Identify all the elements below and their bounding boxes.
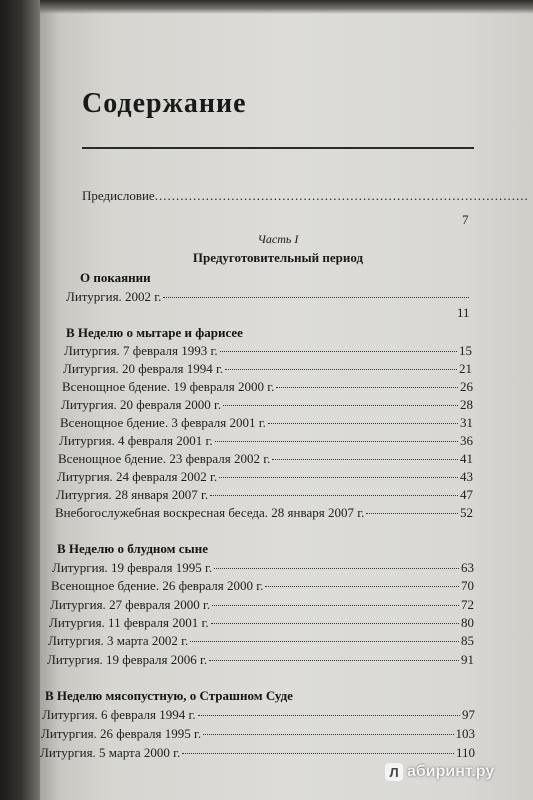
entry-text: Литургия. 2002 г.	[66, 289, 162, 304]
entry-text: Литургия. 20 февраля 1994 г.	[63, 361, 224, 376]
page-title: Содержание	[82, 88, 247, 119]
leader-dots	[209, 660, 459, 661]
section-heading: В Неделю о мытаре и фарисее	[66, 325, 243, 340]
toc-entry	[48, 633, 474, 649]
section-heading: О покаянии	[80, 270, 151, 285]
leader-dots	[223, 405, 458, 406]
toc-entry	[58, 451, 473, 467]
entry-page: 110	[455, 745, 475, 760]
leader-dots	[225, 369, 457, 370]
entry-page: 36	[460, 433, 473, 448]
leader-dots	[276, 387, 458, 388]
toc-entry	[47, 652, 474, 668]
entry-page: 97	[462, 707, 475, 722]
entry-page: 26	[460, 379, 473, 394]
entry-text: Литургия. 20 февраля 2000 г.	[61, 397, 222, 412]
entry-page: 43	[460, 469, 473, 484]
preface-page: 7	[462, 212, 469, 227]
entry-page: 11	[457, 305, 470, 320]
labirint-logo-icon: Л	[385, 763, 403, 781]
toc-entry	[56, 487, 473, 503]
leader-dots	[272, 459, 458, 460]
entry-text: Литургия. 24 февраля 2002 г.	[57, 469, 218, 484]
toc-entry	[63, 361, 472, 377]
entry-text: Всенощное бдение. 26 февраля 2000 г.	[51, 578, 264, 593]
toc-entry	[50, 597, 474, 613]
entry-text: Литургия. 3 марта 2002 г.	[48, 633, 189, 648]
toc-entry	[40, 745, 475, 761]
entry-text: Литургия. 6 февраля 1994 г.	[42, 707, 196, 722]
leader-dots	[366, 513, 458, 514]
leader-dots	[198, 715, 460, 716]
preface-label: Предисловие	[82, 188, 155, 203]
leader-dots	[163, 297, 469, 298]
entry-page: 70	[461, 578, 474, 593]
entry-page: 41	[460, 451, 473, 466]
leader-dots	[265, 586, 459, 587]
title-rule	[82, 147, 474, 149]
entry-text: Внебогослужебная воскресная беседа. 28 января 2007 г.	[55, 505, 365, 520]
entry-text: Литургия. 26 февраля 1995 г.	[41, 726, 202, 741]
toc-entry	[49, 615, 474, 631]
toc-entry	[51, 578, 474, 594]
section-heading: В Неделю мясопустную, о Страшном Суде	[45, 688, 293, 703]
leader-dots	[203, 734, 453, 735]
leader-dots	[211, 623, 459, 624]
leader-dots	[182, 753, 454, 754]
preface-row: Предисловие........................................................................................	[82, 188, 529, 203]
entry-page: 72	[461, 597, 474, 612]
entry-page: 63	[461, 560, 474, 575]
watermark-text: абиринт.ру	[407, 763, 495, 780]
entry-text: Литургия. 27 февраля 2000 г.	[50, 597, 211, 612]
entry-text: Литургия. 11 февраля 2001 г.	[49, 615, 209, 630]
entry-text: Литургия. 4 февраля 2001 г.	[59, 433, 213, 448]
part-name: Предуготовительный период	[192, 250, 364, 265]
page-top-shadow	[40, 0, 533, 14]
toc-entry	[59, 433, 473, 449]
toc-entry	[61, 397, 473, 413]
entry-page: 47	[460, 487, 473, 502]
part-label: Часть I	[257, 232, 299, 246]
entry-text: Литургия. 7 февраля 1993 г.	[64, 343, 218, 358]
entry-text: Литургия. 5 марта 2000 г.	[40, 745, 181, 760]
entry-text: Всенощное бдение. 23 февраля 2002 г.	[58, 451, 271, 466]
toc-entry	[41, 726, 475, 742]
entry-page: 31	[460, 415, 473, 430]
toc-entry	[42, 707, 475, 723]
entry-text: Литургия. 19 февраля 2006 г.	[47, 652, 208, 667]
leader-dots	[215, 441, 458, 442]
entry-text: Литургия. 19 февраля 1995 г.	[52, 560, 213, 575]
entry-page: 85	[461, 633, 474, 648]
leader-dots	[190, 641, 459, 642]
entry-page: 80	[461, 615, 474, 630]
entry-page: 15	[459, 343, 472, 358]
toc-entry	[60, 415, 473, 431]
leader-dots	[219, 477, 458, 478]
toc-entry	[66, 289, 471, 305]
section-heading: В Неделю о блудном сыне	[57, 541, 208, 556]
toc-entry	[52, 560, 474, 576]
toc-entry	[55, 505, 473, 521]
leader-dots	[210, 495, 458, 496]
leader-dots	[214, 568, 459, 569]
leader-dots	[268, 423, 458, 424]
entry-page: 28	[460, 397, 473, 412]
entry-page: 103	[455, 726, 475, 741]
leader-dots	[220, 351, 457, 352]
entry-page: 91	[461, 652, 474, 667]
leader-dots	[212, 605, 459, 606]
entry-page: 21	[459, 361, 472, 376]
entry-text: Всенощное бдение. 19 февраля 2000 г.	[62, 379, 275, 394]
entry-text: Литургия. 28 января 2007 г.	[56, 487, 209, 502]
toc-entry	[64, 343, 472, 359]
toc-entry	[62, 379, 473, 395]
toc-entry	[57, 469, 473, 485]
watermark-logo	[385, 763, 494, 781]
entry-text: Всенощное бдение. 3 февраля 2001 г.	[60, 415, 266, 430]
entry-page: 52	[460, 505, 473, 520]
